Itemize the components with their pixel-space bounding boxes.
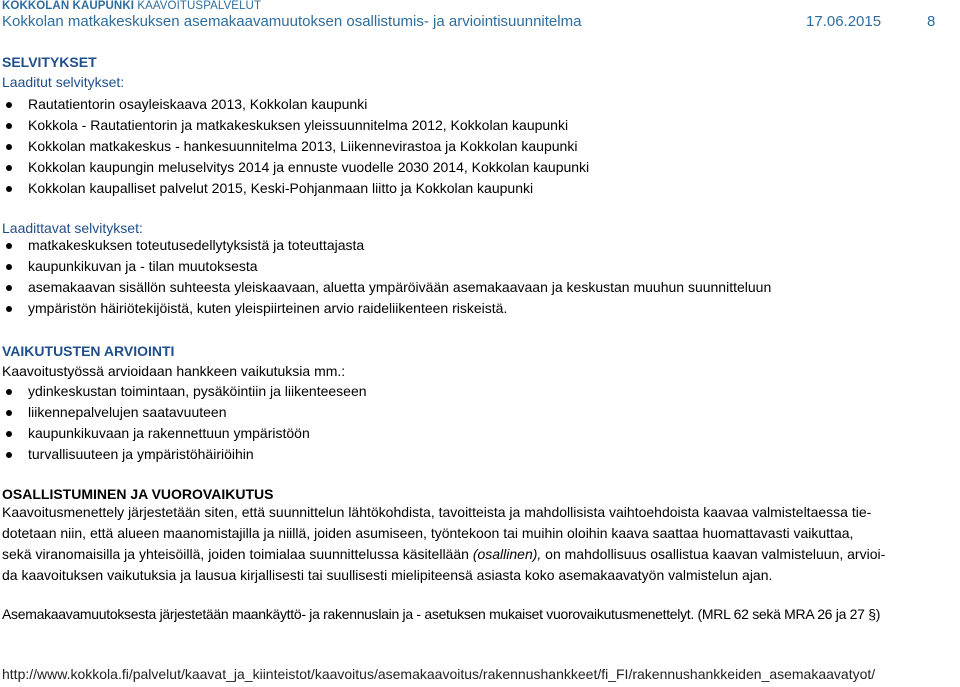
document-date: 17.06.2015 — [806, 13, 882, 30]
list-laadittavat — [0, 235, 771, 319]
bullet-icon — [6, 306, 12, 312]
bullet-icon — [6, 389, 12, 395]
list-item: Kokkolan kaupalliset palvelut 2015, Keski-Pohjanmaan liitto ja Kokkolan kaupunki — [0, 178, 589, 199]
bullet-icon — [6, 264, 12, 270]
bullet-icon — [6, 410, 12, 416]
bullet-icon — [6, 285, 12, 291]
list-laaditut — [0, 94, 589, 199]
list-item: ympäristön häiriötekijöistä, kuten yleispiirteinen arvio raideliikenteen riskeistä. — [0, 298, 771, 319]
bullet-icon — [6, 165, 12, 171]
footer-url[interactable]: http://www.kokkola.fi/palvelut/kaavat_ja_kiinteistot/kaavoitus/asemakaavoitus/rakennushankkeet/fi_FI/rakennushankkeiden_asemakaavatyot/ — [2, 666, 876, 682]
org-department: KAAVOITUSPALVELUT — [137, 0, 262, 12]
list-item: kaupunkikuvan ja - tilan muutoksesta — [0, 256, 771, 277]
heading-vaikutukset: VAIKUTUSTEN ARVIOINTI — [2, 343, 175, 359]
list-item: Kokkolan matkakeskus - hankesuunnitelma 2013, Liikennevirastoa ja Kokkolan kaupunki — [0, 136, 589, 157]
list-item: asemakaavan sisällön suhteesta yleiskaavaan, aluetta ympäröivään asemakaavaan ja keskustan muuhun suunnitteluun — [0, 277, 771, 298]
org-name: KOKKOLAN KAUPUNKI — [2, 0, 135, 12]
paragraph-line: da kaavoituksen vaikutuksia ja lausua kirjallisesti tai suullisesti mielipiteensä asiasta koko asemakaavatyön valmistelun ajan. — [2, 567, 773, 583]
label-laaditut: Laaditut selvitykset: — [2, 74, 125, 90]
bullet-icon — [6, 186, 12, 192]
paragraph-line: dotetaan niin, että alueen maanomistajilla ja niillä, joiden asumiseen, työntekoon tai muihin oloihin kaava saattaa huomattavasti vaikuttaa, — [2, 525, 854, 541]
bullet-icon — [6, 243, 12, 249]
paragraph-line: sekä viranomaisilla ja yhteisöillä, joiden toimialaa suunnittelussa käsitellään (osallinen), on mahdollisuus osallistua kaavan valmisteluun, arvioi- — [2, 546, 886, 562]
list-item: ydinkeskustan toimintaan, pysäköintiin ja liikenteeseen — [0, 381, 367, 402]
document-title: Kokkolan matkakeskuksen asemakaavamuutoksen osallistumis- ja arviointisuunnitelma — [2, 13, 582, 30]
list-item: Kokkola - Rautatientorin ja matkakeskuksen yleissuunnitelma 2012, Kokkolan kaupunki — [0, 115, 589, 136]
bullet-icon — [6, 102, 12, 108]
bullet-icon — [6, 144, 12, 150]
bullet-icon — [6, 123, 12, 129]
list-item: Kokkolan kaupungin meluselvitys 2014 ja ennuste vuodelle 2030 2014, Kokkolan kaupunki — [0, 157, 589, 178]
paragraph-line: Kaavoitusmenettely järjestetään siten, että suunnittelun lähtökohdista, tavoitteista ja mahdollisista vaihtoehdoista kaavaa valmisteltaessa tie- — [2, 504, 872, 520]
heading-selvitykset: SELVITYKSET — [2, 54, 97, 70]
list-item: Rautatientorin osayleiskaava 2013, Kokkolan kaupunki — [0, 94, 589, 115]
osallistuminen-paragraph — [2, 502, 957, 586]
bullet-icon — [6, 431, 12, 437]
list-item: kaupunkikuvaan ja rakennettuun ympäristöön — [0, 423, 367, 444]
label-laadittavat: Laadittavat selvitykset: — [2, 220, 143, 236]
header-organization — [2, 0, 261, 12]
vaikutukset-intro: Kaavoitustyössä arvioidaan hankkeen vaikutuksia mm.: — [2, 363, 346, 379]
mrl-note: Asemakaavamuutoksesta järjestetään maankäyttö- ja rakennuslain ja - asetuksen mukaiset vuorovaikutusmenettelyt. (MRL 62 sekä MRA 26 ja 27 §) — [2, 606, 881, 622]
page-number: 8 — [927, 13, 936, 30]
list-item: liikennepalvelujen saatavuuteen — [0, 402, 367, 423]
list-vaikutukset — [0, 381, 367, 465]
heading-osallistuminen: OSALLISTUMINEN JA VUOROVAIKUTUS — [2, 486, 274, 502]
bullet-icon — [6, 452, 12, 458]
list-item: turvallisuuteen ja ympäristöhäiriöihin — [0, 444, 367, 465]
list-item: matkakeskuksen toteutusedellytyksistä ja toteuttajasta — [0, 235, 771, 256]
